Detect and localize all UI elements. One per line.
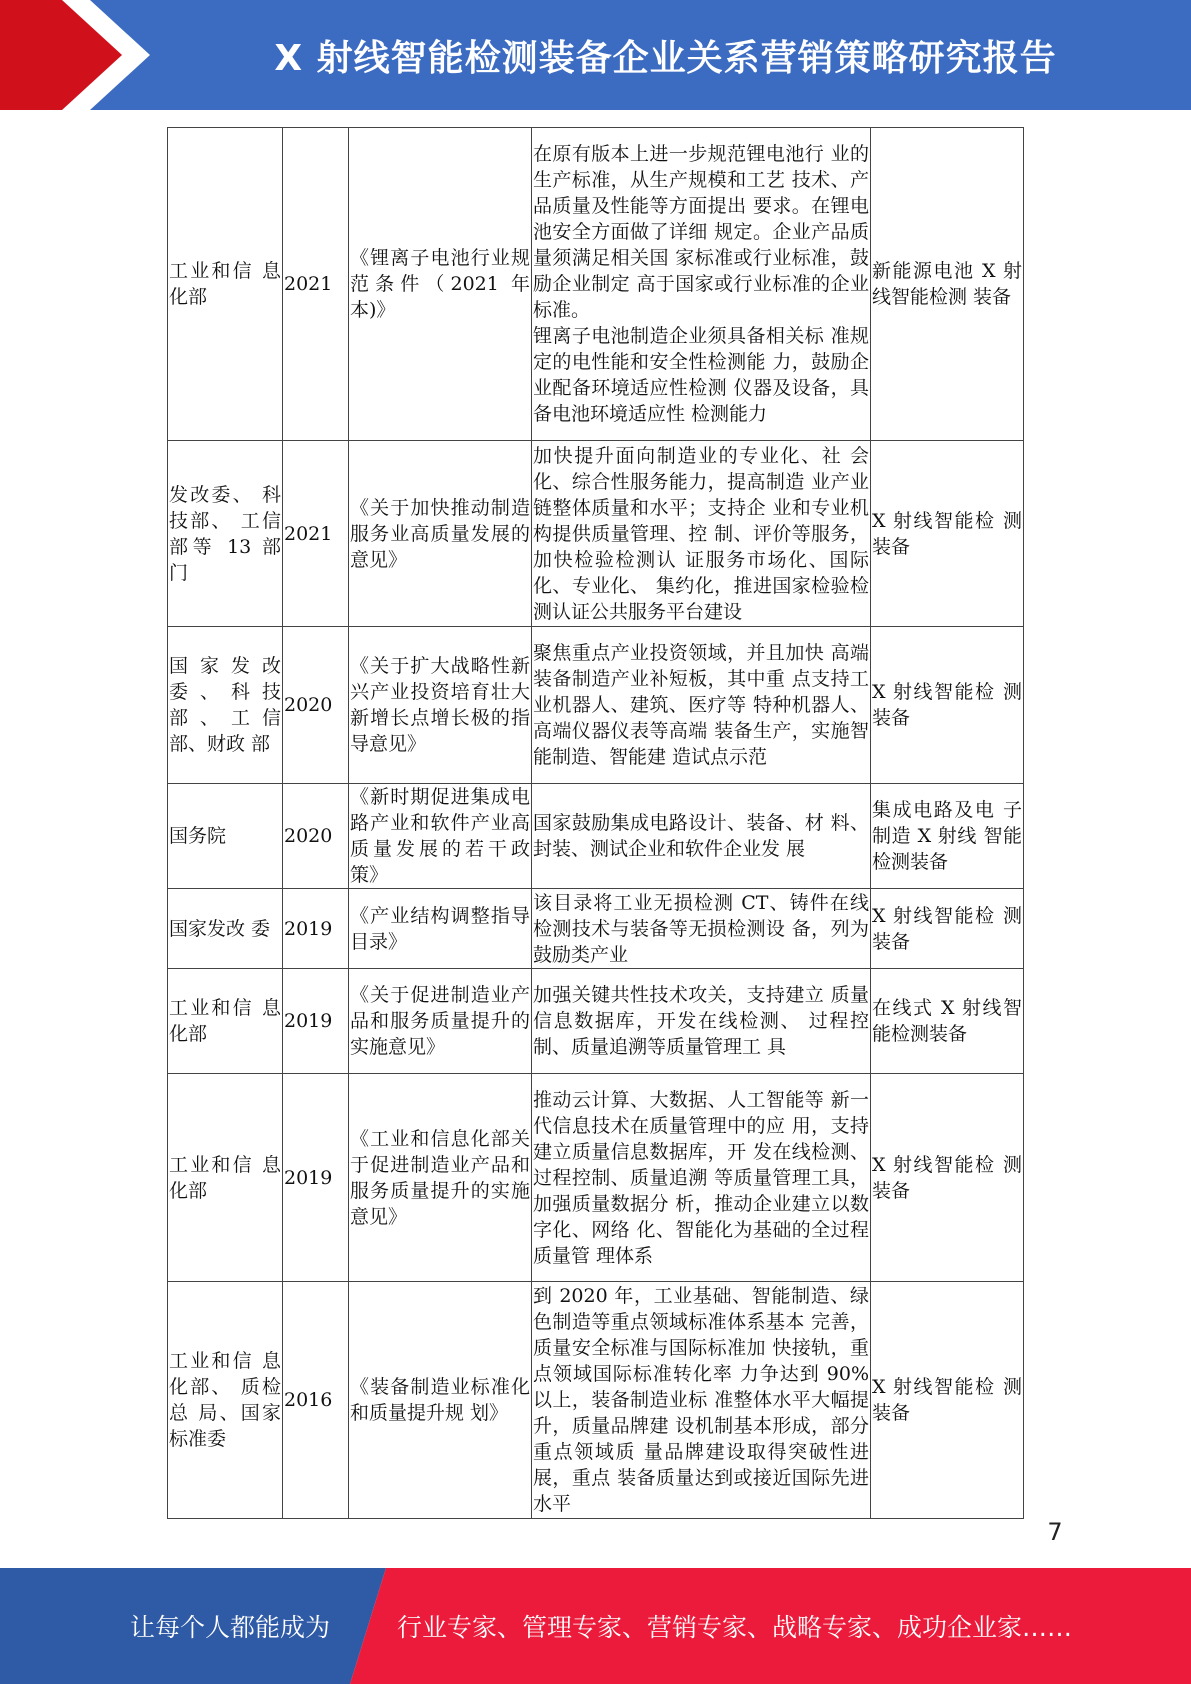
report-header-banner [0, 0, 1191, 110]
content-paragraph: 该目录将工业无损检测 CT、铸件在线检测技术与装备等无损检测设 备，列为鼓励类产业 [533, 891, 869, 966]
year-cell: 2021 [283, 128, 349, 441]
dept-cell: 工业和信 息化部、 质检总 局、国家标准委 [168, 1282, 283, 1519]
content-cell [532, 969, 871, 1074]
policy-cell: 《关于促进制造业产品和服务质量提升的实施意见》 [349, 969, 532, 1074]
policy-cell: 《锂离子电池行业规范条件（2021 年本)》 [349, 128, 532, 441]
dept-cell: 国家发改 委 [168, 889, 283, 969]
year-cell: 2019 [283, 1074, 349, 1282]
table-row [168, 1074, 1024, 1282]
field-cell: X 射线智能检 测装备 [871, 889, 1024, 969]
dept-cell: 工业和信 息化部 [168, 128, 283, 441]
field-cell: X 射线智能检 测装备 [871, 627, 1024, 784]
content-cell [532, 1282, 871, 1519]
content-paragraph: 在原有版本上进一步规范锂电池行 业的生产标准，从生产规模和工艺 技术、产品质量及性能等方面提出 要求。在锂电池安全方面做了详细 规定。企业产品质量须满足相关国 家标准或行业标准，鼓励企业制定 高于国家或行业标准的企业标准。 [533, 143, 869, 321]
content-paragraph: 聚焦重点产业投资领域，并且加快 高端装备制造产业补短板，其中重 点支持工业机器人、建筑、医疗等 特种机器人、高端仪器仪表等高端 装备生产，实施智能制造、智能建 造试点示范 [533, 642, 869, 768]
content-cell [532, 128, 871, 441]
page-number: 7 [1047, 1518, 1063, 1546]
table-row [168, 889, 1024, 969]
field-cell: 集成电路及电 子制造 X 射线 智能检测装备 [871, 784, 1024, 889]
table-row [168, 969, 1024, 1074]
dept-cell: 国务院 [168, 784, 283, 889]
content-cell [532, 441, 871, 627]
year-cell: 2019 [283, 969, 349, 1074]
field-cell: X 射线智能检 测装备 [871, 441, 1024, 627]
policy-cell: 《新时期促进集成电路产业和软件产业高质量发展的若干政策》 [349, 784, 532, 889]
dept-cell: 国家发改委、科技 部、工信 部、财政 部 [168, 627, 283, 784]
content-cell [532, 627, 871, 784]
policy-cell: 《关于加快推动制造服务业高质量发展的意见》 [349, 441, 532, 627]
table-row [168, 1282, 1024, 1519]
footer-slogan-right: 行业专家、管理专家、营销专家、战略专家、成功企业家…… [397, 1613, 1073, 1642]
content-paragraph: 锂离子电池制造企业须具备相关标 准规定的电性能和安全性检测能 力，鼓励企业配备环境适应性检测 仪器及设备，具备电池环境适应性 检测能力 [533, 325, 869, 425]
policy-table-container [167, 127, 1024, 1519]
dept-cell: 发改委、 科技部、 工信部等 13 部门 [168, 441, 283, 627]
year-cell: 2019 [283, 889, 349, 969]
field-cell: 在线式 X 射线智能检测装备 [871, 969, 1024, 1074]
footer-slogan-left: 让每个人都能成为 [130, 1613, 331, 1642]
header-arrow-icon [0, 0, 160, 110]
policy-cell: 《关于扩大战略性新兴产业投资培育壮大新增长点增长极的指导意见》 [349, 627, 532, 784]
year-cell: 2020 [283, 627, 349, 784]
field-cell: X 射线智能检 测装备 [871, 1074, 1024, 1282]
table-row [168, 627, 1024, 784]
content-paragraph: 加强关键共性技术攻关，支持建立 质量信息数据库，开发在线检测、 过程控制、质量追溯等质量管理工 具 [533, 984, 869, 1058]
content-paragraph: 加快提升面向制造业的专业化、社 会化、综合性服务能力，提高制造 业产业链整体质量和水平；支持企 业和专业机构提供质量管理、控 制、评价等服务，加快检验检测认 证服务市场化、国际化、专业化、 集约化，推进国家检验检测认证公共服务平台建设 [533, 444, 869, 623]
content-paragraph: 到 2020 年，工业基础、智能制造、绿色制造等重点领域标准体系基本 完善，质量安全标准与国际标准加 快接轨，重点领域国际标准转化率 力争达到 90%以上，装备制造业标 准整体水平大幅提升，质量品牌建 设机制基本形成，部分重点领域质 量品牌建设取得突破性进展，重点 装备质量达到或接近国际先进水平 [533, 1285, 869, 1515]
field-cell: X 射线智能检 测装备 [871, 1282, 1024, 1519]
policy-cell: 《工业和信息化部关于促进制造业产品和服务质量提升的实施意见》 [349, 1074, 532, 1282]
policy-cell: 《装备制造业标准化和质量提升规 划》 [349, 1282, 532, 1519]
report-title: X 射线智能检测装备企业关系营销策略研究报告 [274, 37, 1057, 79]
content-paragraph: 推动云计算、大数据、人工智能等 新一代信息技术在质量管理中的应 用，支持建立质量信息数据库，开 发在线检测、过程控制、质量追溯 等质量管理工具，加强质量数据分 析，推动企业建立以数字化、网络 化、智能化为基础的全过程质量管 理体系 [533, 1088, 869, 1267]
year-cell: 2020 [283, 784, 349, 889]
footer-banner [0, 1568, 1191, 1684]
policy-table-body [168, 128, 1024, 1519]
content-cell [532, 784, 871, 889]
table-row [168, 441, 1024, 627]
content-cell [532, 1074, 871, 1282]
field-cell: 新能源电池 X 射线智能检测 装备 [871, 128, 1024, 441]
dept-cell: 工业和信 息化部 [168, 1074, 283, 1282]
policy-cell: 《产业结构调整指导目录》 [349, 889, 532, 969]
content-paragraph: 国家鼓励集成电路设计、装备、材 料、封装、测试企业和软件企业发 展 [533, 812, 869, 860]
content-cell [532, 889, 871, 969]
dept-cell: 工业和信 息化部 [168, 969, 283, 1074]
policy-table [167, 127, 1024, 1519]
table-row [168, 784, 1024, 889]
year-cell: 2016 [283, 1282, 349, 1519]
table-row [168, 128, 1024, 441]
year-cell: 2021 [283, 441, 349, 627]
